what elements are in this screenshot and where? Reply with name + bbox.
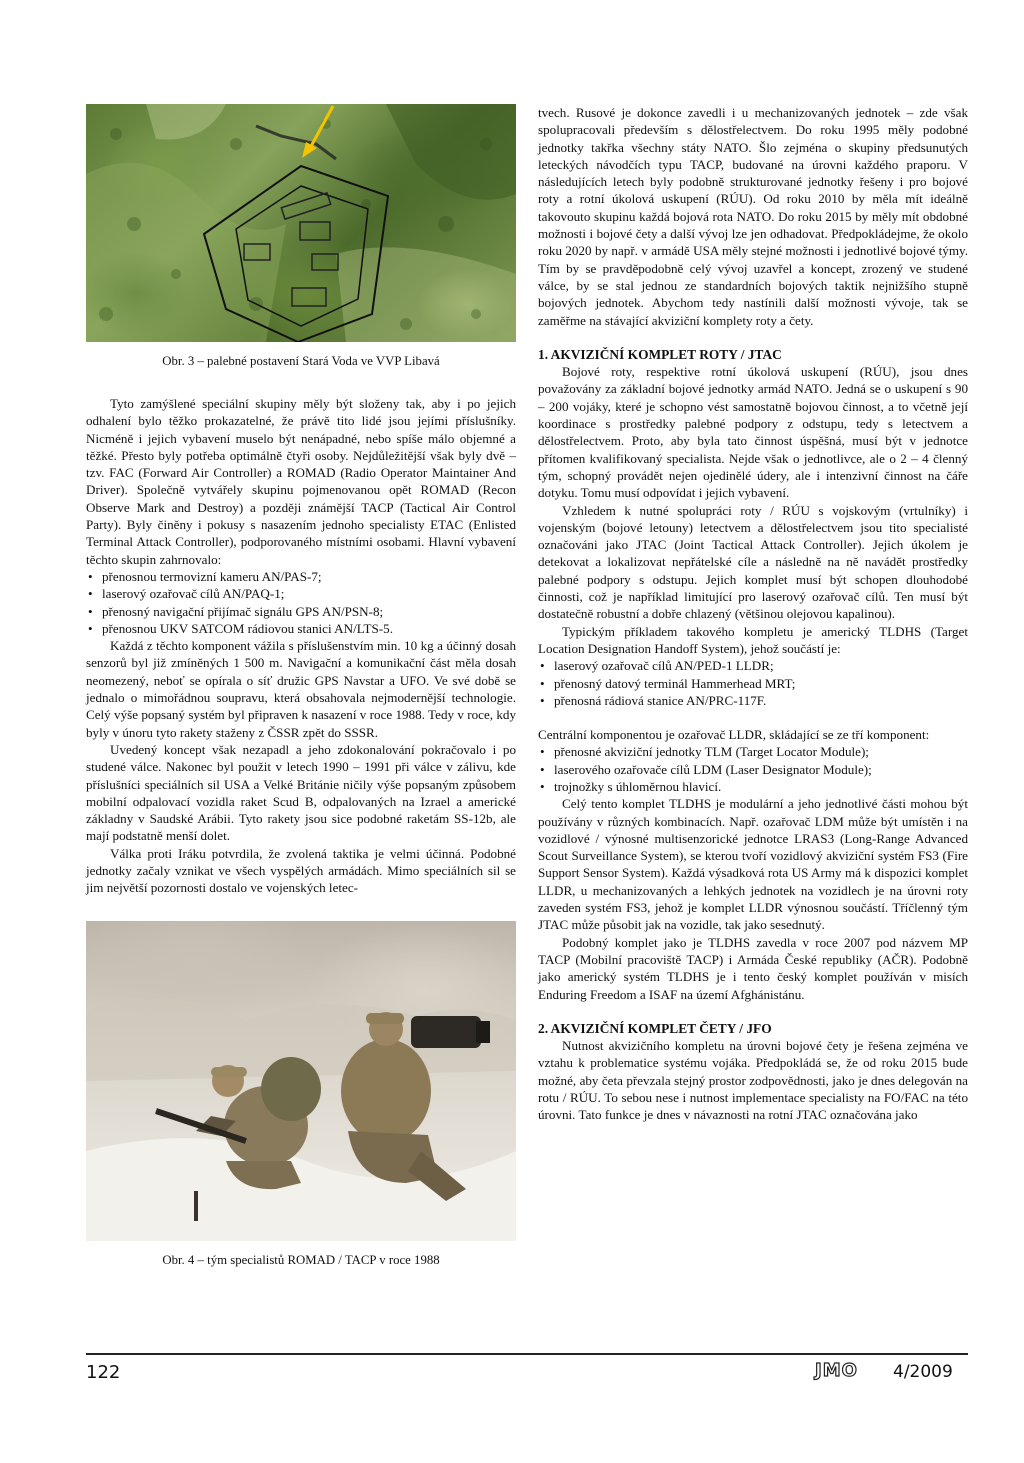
soldiers-illustration bbox=[86, 921, 516, 1241]
list-item: • laserový ozařovač cílů AN/PED-1 LLDR; bbox=[538, 657, 968, 674]
list-item: • laserový ozařovač cílů AN/PAQ-1; bbox=[86, 585, 516, 602]
list-item: • přenosnou termovizní kameru AN/PAS-7; bbox=[86, 568, 516, 585]
section-heading-2: 2. AKVIZIČNÍ KOMPLET ČETY / JFO bbox=[538, 1020, 772, 1036]
right-bullet-list-1 bbox=[538, 657, 968, 709]
left-bullet-list bbox=[86, 568, 516, 637]
list-item: • přenosnou UKV SATCOM rádiovou stanici AN/LTS-5. bbox=[86, 620, 516, 637]
figure-4-soldiers-photo bbox=[86, 921, 516, 1241]
left-paragraph-3: Uvedený koncept však nezapadl a jeho zdokonalování pokračovalo i po studené válce. Nakonec byl použit v letech 1990 – 1991 při válce v zálivu, kde příslušníci speciálních sil USA a Velké Británie ničily výše popsaným způsobem mobilní odpalovací vozidla raket Scud B, odpalovaných na Izrael a americké základny v Saudské Arábii. Tyto rakety jsou sice podobné raketám SS-12b, ale mají podstatně menší dolet. bbox=[86, 741, 516, 844]
list-item: • přenosný navigační přijímač signálu GPS AN/PSN-8; bbox=[86, 603, 516, 620]
right-paragraph-7: Podobný komplet jako je TLDHS zavedla v roce 2007 pod názvem MP TACP (Mobilní pracoviště TACP) i Armáda České republiky (AČR). Podobně jako americký systém TLDHS je i tento český komplet používán v misích Enduring Freedom a ISAF na území Afghánistánu. bbox=[538, 934, 968, 1002]
right-paragraph-4: Typickým příkladem takového kompletu je americký TLDHS (Target Location Designation Handoff System), jehož součástí je: bbox=[538, 623, 968, 656]
page-number: 122 bbox=[86, 1362, 121, 1383]
figure-3-caption: Obr. 3 – palebné postavení Stará Voda ve VVP Libavá bbox=[162, 354, 440, 368]
section-heading-1: 1. AKVIZIČNÍ KOMPLET ROTY / JTAC bbox=[538, 346, 782, 362]
right-paragraph-1: tvech. Rusové je dokonce zavedli i u mechanizovaných jednotek – zde však spolupracovali především s dělostřelectvem. Do roku 1995 měly podobné jednotky takřka všechny státy NATO. Šlo zejména o skupiny předsunutých leteckých návodčích typu TACP, budované na úrovni každého praporu. V následujících letech byly podobně strukturované jednotky řešeny i pro bojové roty a rotní úkolová uskupení (RÚU). Od roku 2010 by měla mít ideálně takovouto skupinu každá bojová rota NATO. Do roku 2015 by měly mít obdobné možnosti i bojové čety a další vývoj lze jen odhadovat. Předpokládejme, že okolo roku 2020 by např. v armádě USA měly stejné možnosti i jednotlivé bojové týmy. Tím by se pravděpodobně celý vývoj uzavřel a koncept, zrozený ve studené válce, by se stal jednou ze standardních bojových taktik nejnižšího stupně bojových jednotek. Abychom tedy nastínili další možnosti vývoje, tak se zaměřme na stávající akviziční komplety roty a čety. bbox=[538, 105, 968, 328]
figure-4-caption: Obr. 4 – tým specialistů ROMAD / TACP v roce 1988 bbox=[162, 1252, 440, 1267]
left-paragraph-1: Tyto zamýšlené speciální skupiny měly být složeny tak, aby i po jejich odhalení bylo těžko prokazatelné, že právě tito lidé jsou jejími příslušníky. Nicméně i jejich vybavení muselo být nenápadné, nebo spíše málo objemné a těžké. Přesto byly potřeba optimálně čtyři osoby. Nejdůležitější však byly dvě – tzv. FAC (Forward Air Controller) a ROMAD (Radio Operator Maintainer And Driver). Společně vytvářely skupinu pojmenovanou opět ROMAD (Recon Observe Mark and Destroy) a později známější TACP (Tactical Air Control Party). Byly činěny i pokusy s nasazením jednoho specialisty ETAC (Enlisted Terminal Attack Controller), podporovaného místními osobami. Hlavní vybavení těchto skupin zahrnovalo: bbox=[86, 396, 516, 567]
firing-position-overlay bbox=[86, 104, 516, 342]
list-item: • laserového ozařovače cílů LDM (Laser Designator Module); bbox=[538, 761, 968, 778]
right-paragraph-8: Nutnost akvizičního kompletu na úrovni bojové čety je řešena zejména ve vztahu k problematice systému vojáka. Předpokládá se, že od roku 2015 bude možné, aby četa převzala stejný prostor zodpovědnosti, jako je dnes delegován na rotu / RÚU. To sebou nese i nutnost implementace specialisty na FO/FAC na této úrovni. Tato funkce je dnes v návaznosti na rotní JTAC označována jako bbox=[538, 1038, 968, 1123]
list-item: • trojnožky s úhloměrnou hlavicí. bbox=[538, 778, 968, 795]
footer-divider bbox=[86, 1353, 968, 1355]
figure-3-satellite-image bbox=[86, 104, 516, 342]
list-item: • přenosný datový terminál Hammerhead MRT; bbox=[538, 675, 968, 692]
list-item: • přenosné akviziční jednotky TLM (Target Locator Module); bbox=[538, 743, 968, 760]
right-column bbox=[538, 104, 968, 1124]
right-bullet-list-2 bbox=[538, 743, 968, 795]
left-paragraph-4: Válka proti Iráku potvrdila, že zvolená taktika je velmi účinná. Podobné jednotky začaly vznikat ve všech vyspělých armádách. Mimo speciálních sil se jim největší pozornosti dostalo ve vojenských letec- bbox=[86, 845, 516, 896]
right-paragraph-5: Centrální komponentou je ozařovač LLDR, skládající se ze tří komponent: bbox=[538, 727, 930, 743]
issue-number: 4/2009 bbox=[893, 1362, 953, 1382]
journal-logo: JMO bbox=[815, 1360, 858, 1381]
right-paragraph-6: Celý tento komplet TLDHS je modulární a jeho jednotlivé části mohou být používány v různých kombinacích. Např. ozařovač LDM může být umístěn i na vozidlové / výnosné multisenzorické jednotce LRAS3 (Long-Range Advanced Scout Surveillance System), se kterou tvoří vozidlový akviziční systém FS3 (Fire Support Sensor System). Každá výsadková rota US Army má k dispozici komplet LLDR, u mechanizovaných a lehkých jednotek na vozidlech je na úrovni roty zaveden systém FS3, jehož je komplet LLDR výnosnou součástí. Tříčlenný tým JTAC může působit jak na vozidle, tak jako sesednutý. bbox=[538, 796, 968, 933]
left-column bbox=[86, 104, 516, 1269]
right-paragraph-2: Bojové roty, respektive rotní úkolová uskupení (RÚU), jsou dnes považovány za základní bojové jednotky armád NATO. Jedná se o uskupení s 90 – 200 vojáky, které je schopno vést samostatně bojovou činnost, a to včetně její koordinace s prostředky palebné podpory z odstupu, tedy s letectvem a dělostřelectvem. Proto, aby byla tato činnost úspěšná, musí být v jednotce přítomen kvalifikovaný specialista. Nejde však o jednotlivce, ale o 2 – 4 členný tým, schopný provádět nejen ojedinělé údery, ale i intenzivní činnost na čáře dotyku. Tomu musí odpovídat i jejich vybavení. bbox=[538, 364, 968, 501]
list-item: • přenosná rádiová stanice AN/PRC-117F. bbox=[538, 692, 968, 709]
left-paragraph-2: Každá z těchto komponent vážila s příslušenstvím min. 10 kg a účinný dosah senzorů byl již zmíněných 1 500 m. Navigační a komunikační část měla dosah neomezený, neboť se opírala o síť družic GPS Navstar a UFO. Ve své době se jednalo o mimořádnou soupravu, která obsahovala nejmodernější technologie. Celý výše popsaný systém byl připraven k nasazení v roce 1988. Tedy v roce, kdy byly v únoru tyto rakety staženy z ČSSR zpět do SSSR. bbox=[86, 638, 516, 740]
right-paragraph-3: Vzhledem k nutné spolupráci roty / RÚU s vojskovým (vrtulníky) i vojenským (bojové letouny) letectvem a dělostřelectvem jsou tito specialisté označováni jako JTAC (Joint Tactical Attack Controller). Jejich úkolem je detekovat a lokalizovat nepřátelské cíle a následně na ně navádět prostředky palebné podpory s odstupu. Jejich komplet musí být schopen dlouhodobé činnosti, což je například limitující pro laserový ozařovač cílů. Ten musí být dostatečně robustní a dobře chlazený (většinou olejovou kapalinou). bbox=[538, 502, 968, 622]
